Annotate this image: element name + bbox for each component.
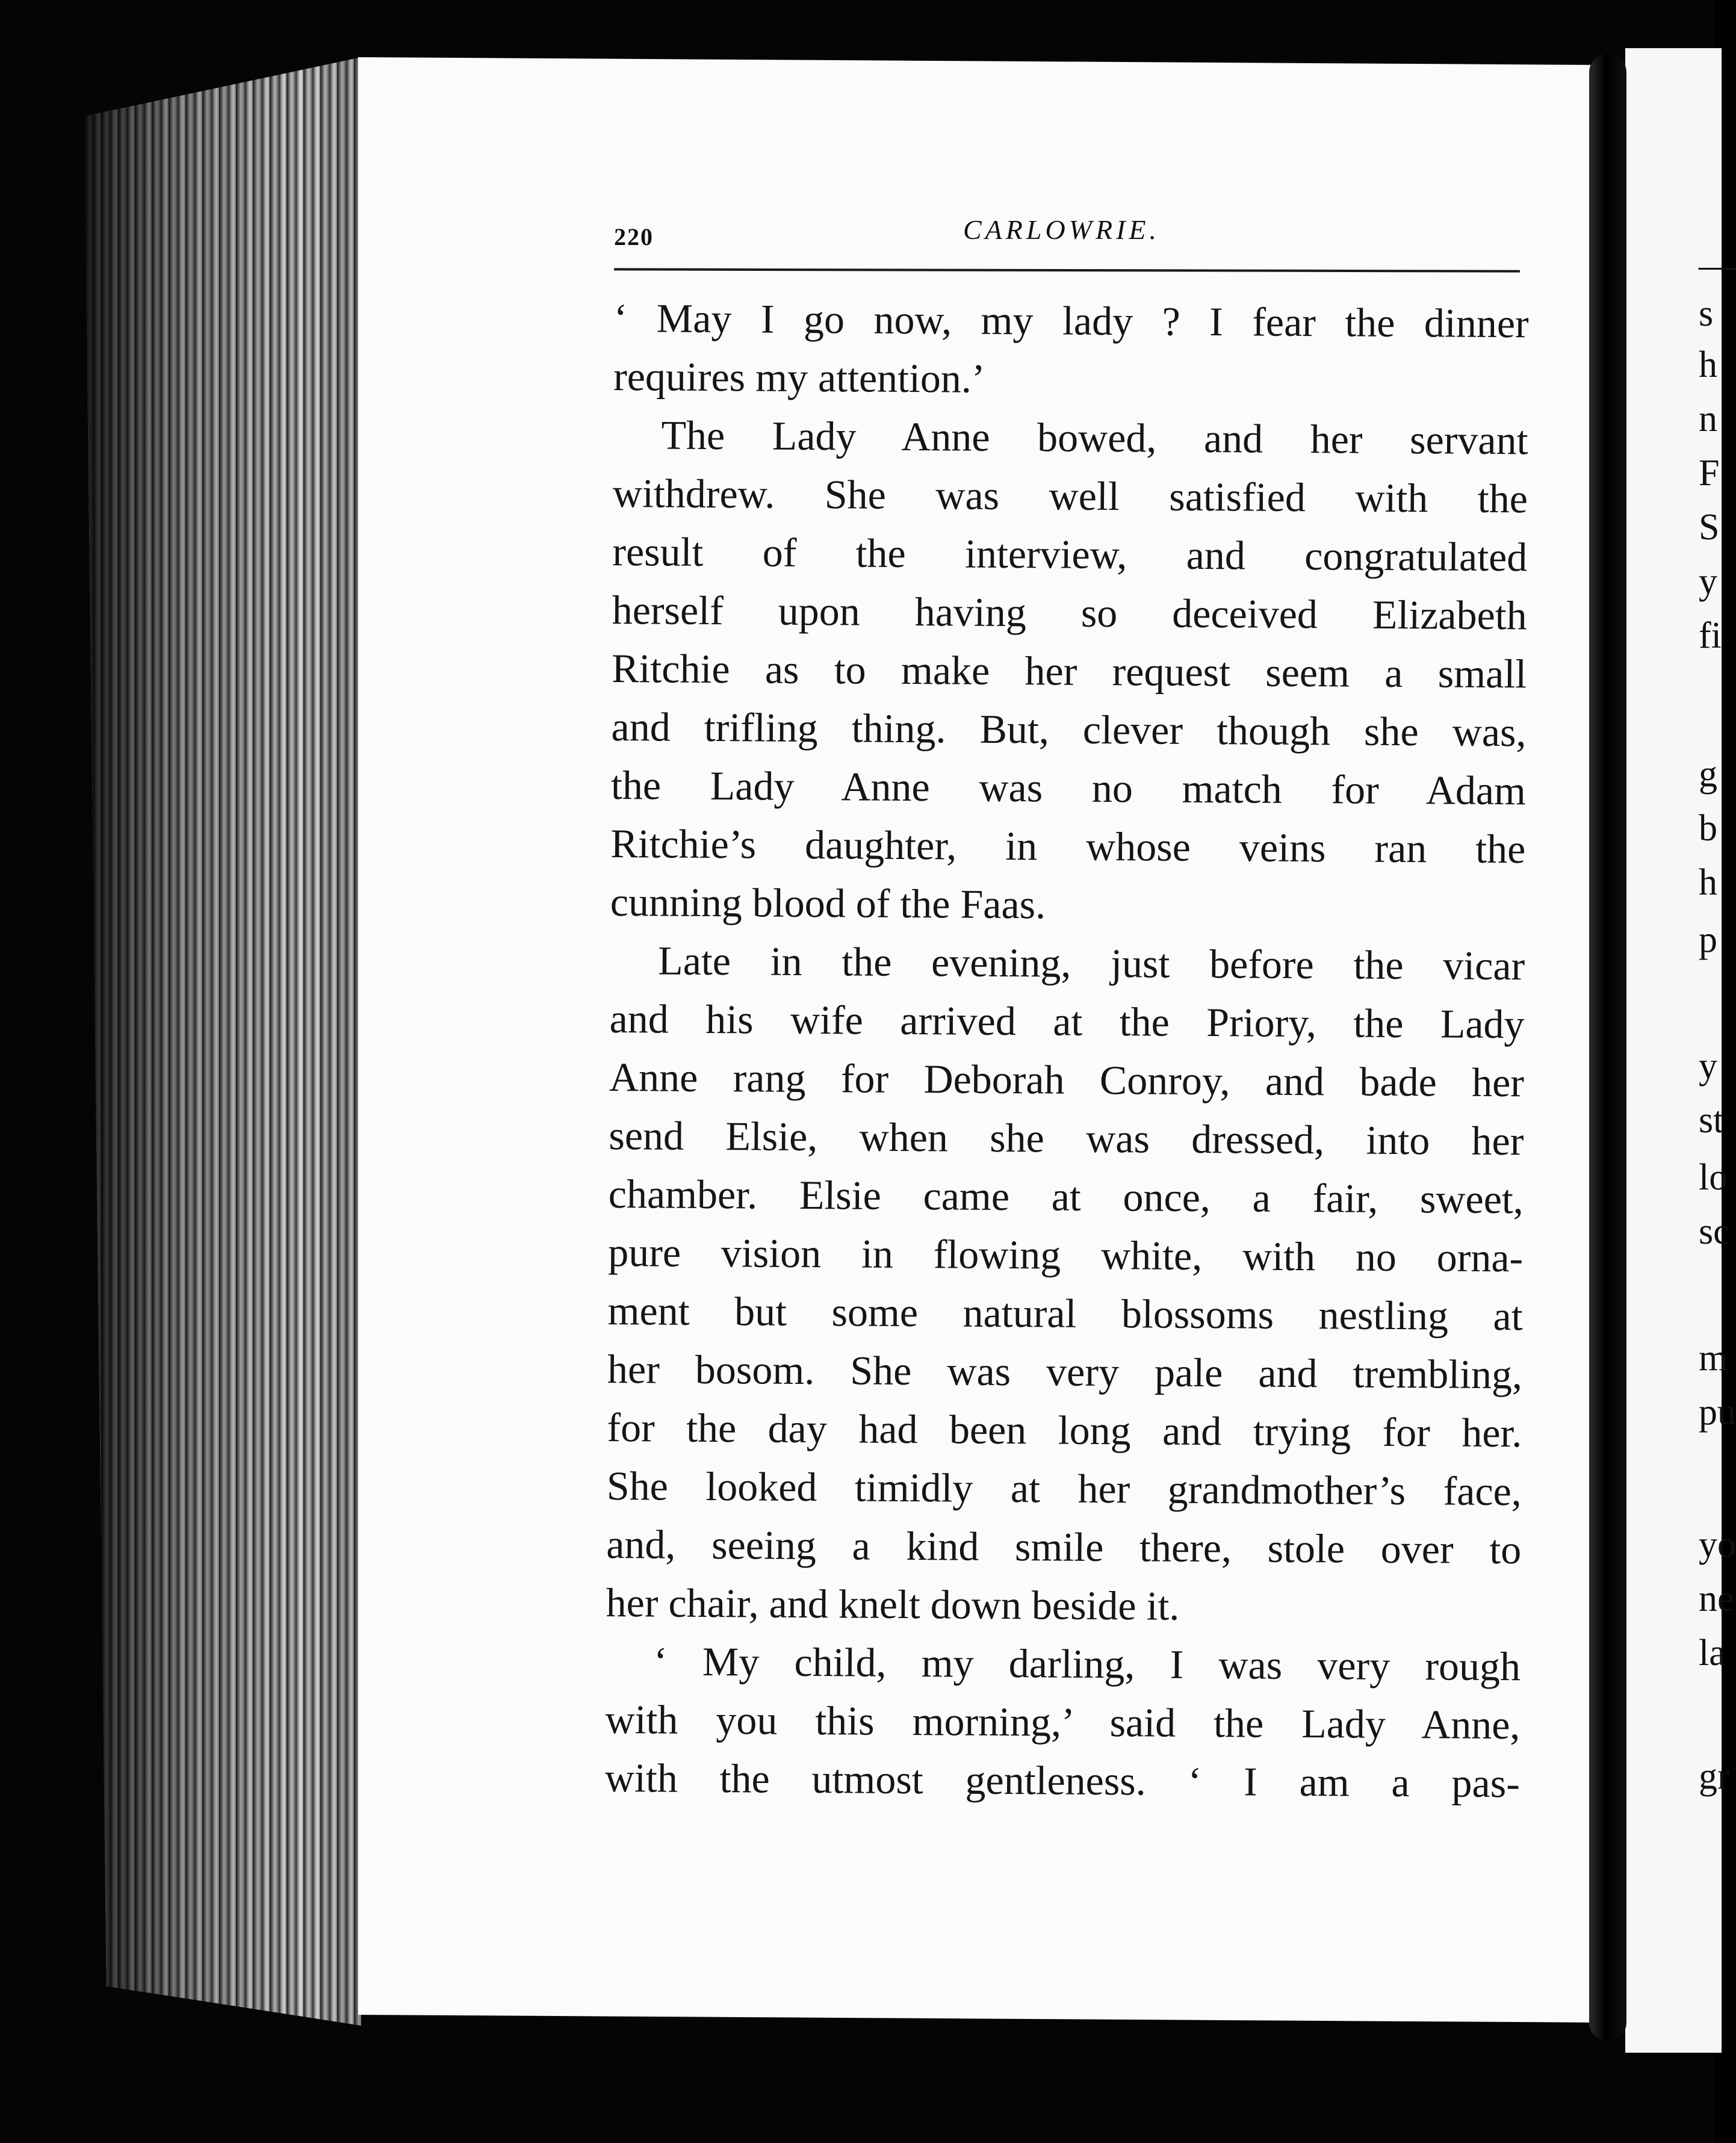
facing-page-fragment: yo	[1699, 1524, 1736, 1565]
text-line: send Elsie, when she was dressed, into her	[609, 1112, 1524, 1164]
text-line: and trifling thing. But, clever though she was,	[611, 703, 1527, 755]
facing-page-fragment: S	[1699, 507, 1720, 548]
text-line: chamber. Elsie came at once, a fair, sweet,	[608, 1170, 1524, 1223]
text-line: Ritchie as to make her request seem a small	[611, 645, 1527, 697]
facing-page-fragment: —	[1699, 245, 1736, 286]
facing-page-fragment: la	[1699, 1633, 1726, 1673]
text-line: result of the interview, and congratulated	[612, 528, 1528, 580]
facing-page-fragment: st	[1699, 1100, 1724, 1141]
facing-page-fragment: n	[1699, 399, 1717, 439]
facing-page-fragment: fi	[1699, 615, 1722, 656]
text-line: ‘ My child, my darling, I was very rough	[653, 1638, 1521, 1690]
facing-page-fragment: ne	[1699, 1578, 1734, 1619]
facing-page-fragment: pu	[1699, 1392, 1736, 1433]
text-line: withdrew. She was well satisfied with the	[612, 470, 1528, 522]
text-line: the Lady Anne was no match for Adam	[610, 761, 1527, 814]
facing-page-fragment: g	[1699, 754, 1717, 795]
text-line: her chair, and knelt down beside it.	[606, 1579, 1180, 1629]
facing-page-fragment: y	[1699, 561, 1717, 602]
text-line: with you this morning,’ said the Lady Anne,	[605, 1696, 1521, 1748]
facing-page-fragment: F	[1699, 453, 1720, 494]
text-line: her bosom. She was very pale and trembling,	[607, 1345, 1523, 1398]
text-line: ‘ May I go now, my lady ? I fear the dinner	[613, 294, 1529, 347]
facing-page-fragment: gr	[1699, 1756, 1730, 1797]
text-line: requires my attention.’	[613, 353, 985, 402]
text-line: ment but some natural blossoms nestling at	[607, 1287, 1523, 1339]
book-gutter	[1589, 54, 1626, 2041]
facing-page-fragment: h	[1699, 862, 1717, 903]
facing-page-fragment: s	[1699, 293, 1714, 334]
text-line: pure vision in flowing white, with no orna-	[607, 1229, 1524, 1281]
facing-page-fragment: m	[1699, 1338, 1728, 1379]
text-line: herself upon having so deceived Elizabeth	[612, 586, 1527, 639]
page-number: 220	[614, 223, 654, 250]
text-line: and, seeing a kind smile there, stole over to	[606, 1521, 1522, 1573]
facing-page-fragment: h	[1699, 344, 1717, 385]
facing-page-fragment: y	[1699, 1046, 1717, 1087]
text-line: and his wife arrived at the Priory, the Lady	[609, 995, 1525, 1047]
facing-page-fragment: sc	[1699, 1211, 1730, 1252]
text-line: The Lady Anne bowed, and her servant	[661, 412, 1528, 464]
text-line: Late in the evening, just before the vicar	[657, 937, 1525, 989]
body-text	[605, 289, 1529, 1813]
text-line: cunning blood of the Faas.	[610, 878, 1046, 928]
text-line: Anne rang for Deborah Conroy, and bade her	[609, 1053, 1525, 1106]
facing-page-fragment: b	[1699, 808, 1717, 849]
text-line: with the utmost gentleness. ‘ I am a pas-	[604, 1754, 1521, 1807]
text-line: She looked timidly at her grandmother’s face,	[606, 1462, 1522, 1515]
running-title: CARLOWRIE.	[963, 214, 1161, 245]
facing-page-fragment: p	[1699, 919, 1717, 960]
text-line: Ritchie’s daughter, in whose veins ran the	[610, 820, 1526, 872]
facing-page-fragment: lo	[1699, 1157, 1728, 1198]
text-line: for the day had been long and trying for her.	[607, 1404, 1522, 1456]
page-edges-shadow	[84, 57, 361, 2026]
